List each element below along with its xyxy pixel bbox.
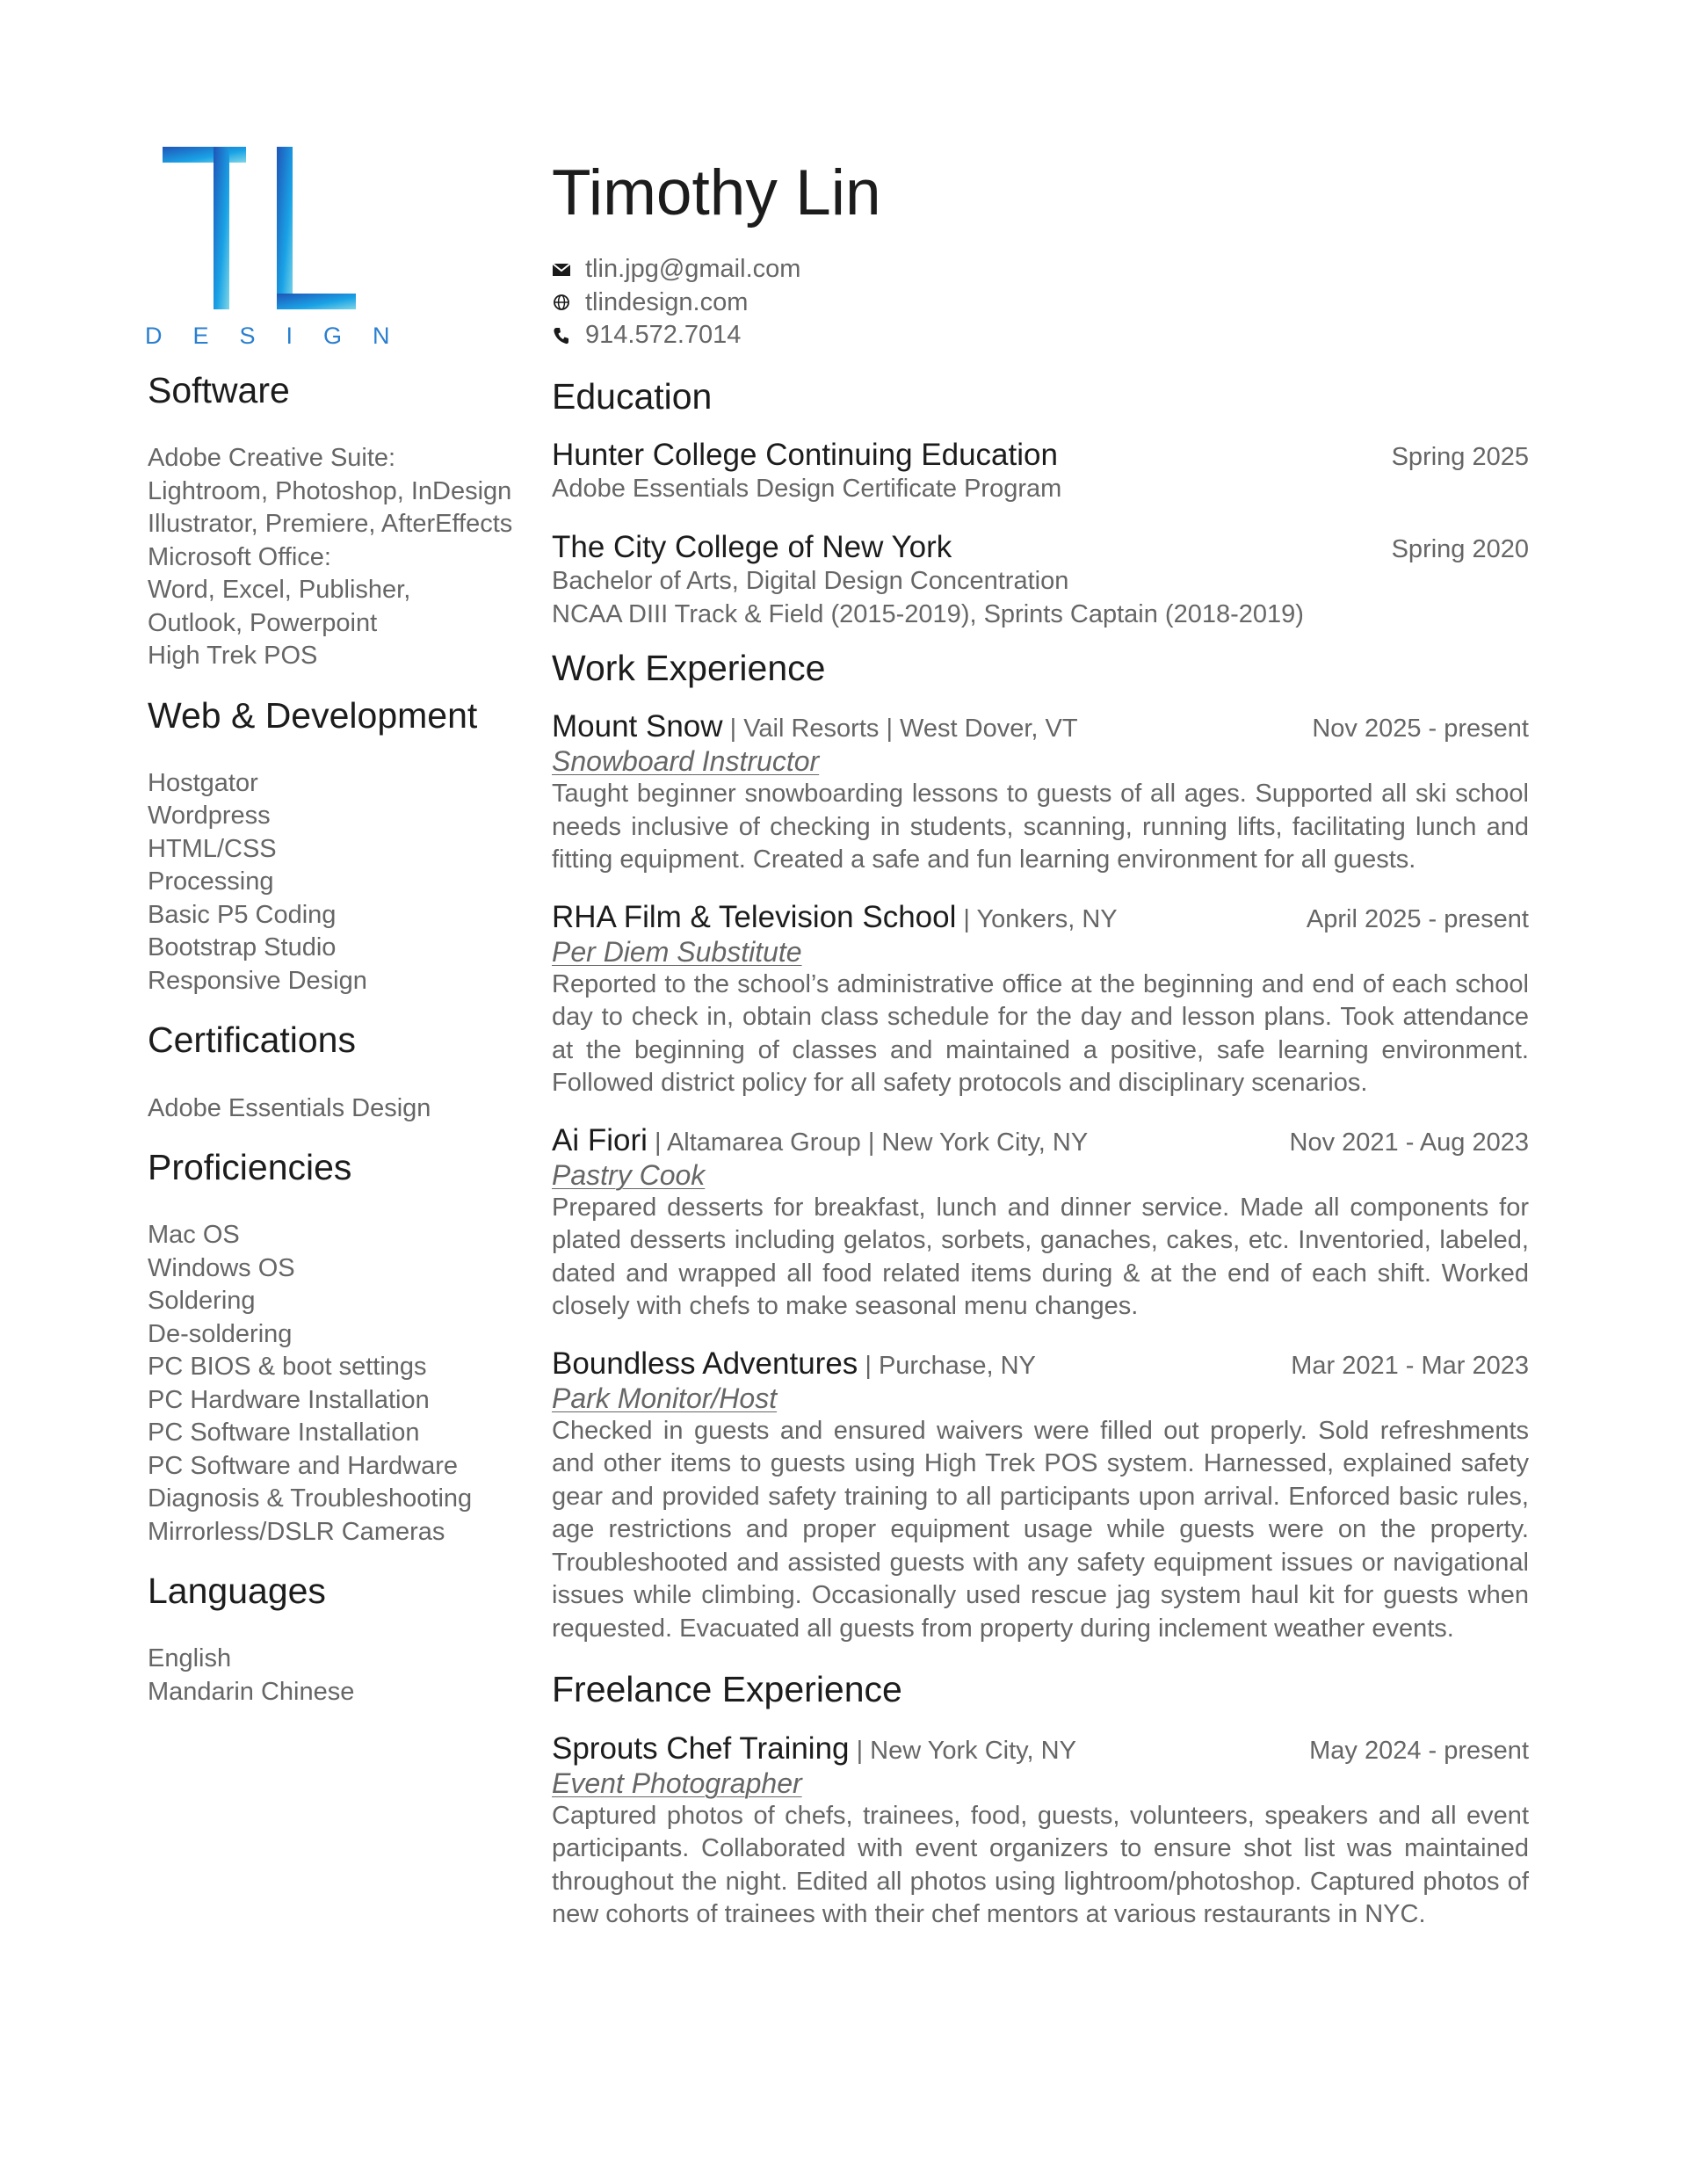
list-item: English: [148, 1644, 232, 1673]
education-detail: Bachelor of Arts, Digital Design Concentration: [552, 567, 1069, 596]
list-item: Soldering: [148, 1287, 256, 1316]
web-development-section: [148, 694, 534, 998]
list-item: Adobe Creative Suite:: [148, 444, 396, 473]
list-item: PC Software Installation: [148, 1419, 420, 1448]
company-location: | Vail Resorts | West Dover, VT: [722, 715, 1078, 744]
contact-website: [552, 287, 1529, 320]
freelance-list: [552, 1731, 1529, 1932]
work-list: [552, 709, 1529, 1645]
email-text[interactable]: tlin.jpg@gmail.com: [585, 255, 801, 283]
proficiencies-section: [148, 1146, 534, 1549]
phone-icon: [552, 326, 571, 345]
tl-logo-mark: [145, 147, 356, 314]
job-role: Snowboard Instructor: [552, 745, 820, 778]
sidebar: [148, 369, 534, 1730]
list-item: Windows OS: [148, 1253, 295, 1282]
job-description: Reported to the school’s administrative office at the beginning and end of each school day to check in, obtain class schedule for the day and lesson plans. Took attendance at the beginning of classes and maintained a positive, safe learning environment. Followed district policy for all safety protocols and disciplinary scenarios.: [552, 969, 1529, 1098]
list-item: Word, Excel, Publisher,: [148, 576, 411, 605]
logo-wordmark: DESIGN: [145, 323, 421, 349]
certifications-section: [148, 1019, 534, 1125]
freelance-date: May 2024 - present: [1309, 1736, 1529, 1765]
company-location: | New York City, NY: [849, 1736, 1076, 1765]
list-item: Hostgator: [148, 768, 258, 797]
list-item: HTML/CSS: [148, 834, 277, 863]
work-entry: [552, 709, 1529, 877]
freelance-entry: [552, 1731, 1529, 1932]
education-section: [552, 375, 1529, 632]
freelance-section: [552, 1668, 1529, 1931]
school-name: The City College of New York: [552, 530, 952, 565]
freelance-heading: Freelance Experience: [552, 1669, 902, 1710]
job-description: Captured photos of chefs, trainees, food, guests, volunteers, speakers and all event participants. Collaborated with event organizers to ensure shot list was maintained throughout the night. Edited all photos using lightroom/photoshop. Captured photos of new cohorts of trainees with their chef mentors at various restaurants in NYC.: [552, 1801, 1529, 1929]
phone-text[interactable]: 914.572.7014: [585, 321, 742, 349]
job-description: Prepared desserts for breakfast, lunch and dinner service. Made all components for plated desserts including gelatos, sorbets, ganaches, cakes, etc. Inventoried, labeled, dated and wrapped all food related items during & at the end of each shift. Worked closely with chefs to make seasonal menu changes.: [552, 1193, 1529, 1321]
job-role: Per Diem Substitute: [552, 935, 802, 968]
list-item: Mandarin Chinese: [148, 1677, 355, 1706]
work-date: Nov 2025 - present: [1312, 715, 1529, 744]
list-item: Microsoft Office:: [148, 542, 331, 571]
list-item: Lightroom, Photoshop, InDesign: [148, 476, 512, 505]
job-role: Pastry Cook: [552, 1158, 706, 1191]
software-list: [148, 442, 534, 673]
work-date: April 2025 - present: [1306, 904, 1529, 933]
list-item: Diagnosis & Troubleshooting: [148, 1484, 473, 1513]
applicant-name: Timothy Lin: [552, 157, 881, 229]
list-item: Mac OS: [148, 1221, 240, 1250]
list-item: Mirrorless/DSLR Cameras: [148, 1517, 445, 1546]
education-heading: Education: [552, 375, 713, 417]
school-name: Hunter College Continuing Education: [552, 437, 1058, 472]
languages-section: [148, 1570, 534, 1709]
list-item: Outlook, Powerpoint: [148, 608, 378, 637]
work-entry: [552, 900, 1529, 1100]
company-location: | Purchase, NY: [858, 1351, 1036, 1380]
website-text[interactable]: tlindesign.com: [585, 287, 749, 316]
company-name: Boundless Adventures: [552, 1346, 858, 1381]
company-name: Mount Snow: [552, 709, 723, 744]
list-item: Wordpress: [148, 802, 271, 831]
list-item: Illustrator, Premiere, AfterEffects: [148, 510, 513, 539]
list-item: PC BIOS & boot settings: [148, 1353, 427, 1382]
contact-phone: [552, 319, 1529, 352]
education-detail: NCAA DIII Track & Field (2015-2019), Sprints Captain (2018-2019): [552, 599, 1304, 628]
education-list: [552, 438, 1529, 632]
proficiencies-heading: Proficiencies: [148, 1147, 352, 1188]
tl-design-logo: [145, 147, 421, 351]
languages-heading: Languages: [148, 1571, 326, 1612]
proficiencies-list: [148, 1219, 534, 1549]
company-name: Ai Fiori: [552, 1122, 648, 1157]
list-item: Responsive Design: [148, 966, 367, 995]
education-entry: [552, 530, 1529, 631]
envelope-icon: [552, 260, 571, 279]
list-item: Adobe Essentials Design: [148, 1093, 431, 1122]
education-date: Spring 2020: [1391, 535, 1529, 564]
job-description: Taught beginner snowboarding lessons to guests of all ages. Supported all ski school needs inclusive of checking in students, scanning, running lifts, facilitating lunch and fitting equipment. Created a safe and fun learning environment for all guests.: [552, 780, 1529, 874]
list-item: PC Software and Hardware: [148, 1451, 458, 1480]
web-development-heading: Web & Development: [148, 694, 478, 736]
web-development-list: [148, 767, 534, 998]
contact-email: [552, 253, 1529, 287]
work-date: Nov 2021 - Aug 2023: [1289, 1128, 1529, 1157]
certifications-heading: Certifications: [148, 1019, 356, 1061]
company-location: | Altamarea Group | New York City, NY: [647, 1128, 1089, 1157]
software-section: [148, 369, 534, 673]
education-detail: Adobe Essentials Design Certificate Program: [552, 474, 1062, 503]
company-location: | Yonkers, NY: [956, 904, 1118, 933]
work-date: Mar 2021 - Mar 2023: [1291, 1351, 1529, 1380]
software-heading: Software: [148, 370, 290, 410]
list-item: De-soldering: [148, 1319, 293, 1348]
list-item: Processing: [148, 867, 274, 896]
list-item: Basic P5 Coding: [148, 900, 337, 929]
contact-info: [552, 253, 1529, 352]
education-entry: [552, 438, 1529, 506]
company-name: RHA Film & Television School: [552, 899, 957, 934]
list-item: Bootstrap Studio: [148, 933, 337, 962]
work-entry: [552, 1123, 1529, 1324]
education-date: Spring 2025: [1391, 442, 1529, 471]
list-item: High Trek POS: [148, 642, 318, 671]
list-item: PC Hardware Installation: [148, 1385, 430, 1414]
certifications-list: [148, 1092, 534, 1126]
main-content: [552, 155, 1529, 1955]
work-entry: [552, 1346, 1529, 1646]
work-heading: Work Experience: [552, 648, 826, 689]
languages-list: [148, 1643, 534, 1709]
job-description: Checked in guests and ensured waivers were filled out properly. Sold refreshments and other items to guests using High Trek POS system. Harnessed, explained safety gear and provided safety training to all participants upon arrival. Enforced basic rules, age restrictions and proper equipment usage while guests were on the property. Troubleshooted and assisted guests with any safety equipment issues or navigational issues while climbing. Occasionally used rescue jag system haul kit for guests when requested. Evacuated all guests from property during inclement weather events.: [552, 1416, 1529, 1643]
job-role: Event Photographer: [552, 1767, 802, 1799]
work-section: [552, 647, 1529, 1645]
company-name: Sprouts Chef Training: [552, 1731, 850, 1766]
job-role: Park Monitor/Host: [552, 1382, 778, 1414]
globe-icon: [552, 293, 571, 312]
